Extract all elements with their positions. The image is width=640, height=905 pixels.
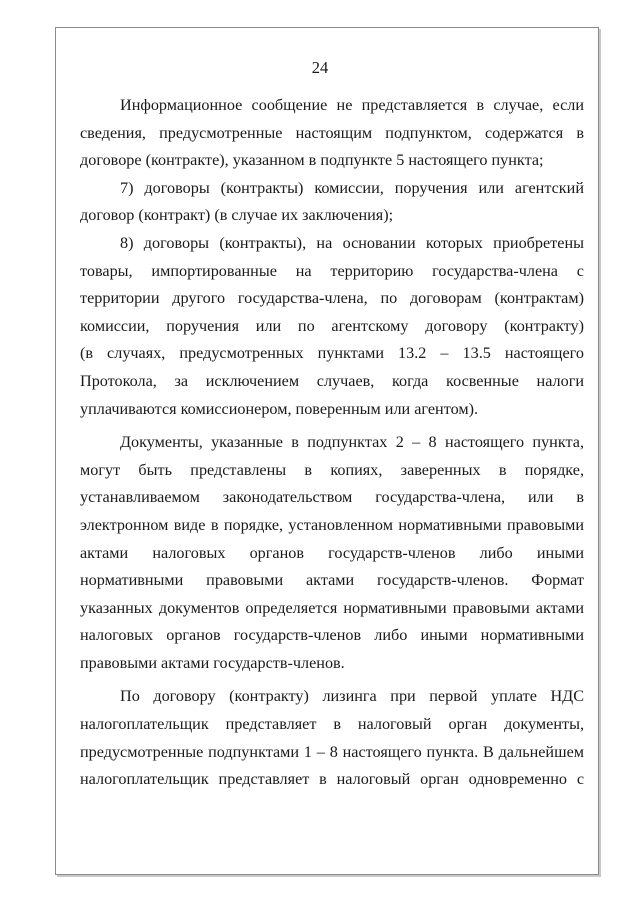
text-line: товары, импортированные на территорию государства-члена с — [80, 261, 584, 280]
text-line: 7) договоры (контракты) комиссии, поручения или агентский — [120, 178, 584, 197]
paragraph-leasing — [80, 683, 584, 793]
paragraph-item-8 — [80, 230, 584, 423]
paragraph-item-7 — [80, 175, 584, 230]
text-line: налогоплательщик представляет в налоговый орган одновременно с — [80, 770, 584, 789]
text-line: Протокола, за исключением случаев, когда косвенные налоги — [80, 371, 584, 390]
text-line: указанных документов определяется нормативными правовыми актами — [80, 598, 584, 617]
text-line: договор (контракт) (в случае их заключения); — [80, 206, 394, 225]
text-line: территории другого государства-члена, по договорам (контрактам) — [80, 289, 584, 308]
text-line: 8) договоры (контракты), на основании которых приобретены — [120, 233, 584, 252]
text-line: актами налоговых органов государств-членов либо иными — [80, 543, 584, 562]
text-line: электронном виде в порядке, установленном нормативными правовыми — [80, 515, 584, 534]
text-line: (в случаях, предусмотренных пунктами 13.2 – 13.5 настоящего — [80, 344, 584, 363]
text-line: Информационное сообщение не представляется в случае, если — [120, 96, 584, 114]
document-body — [80, 92, 584, 794]
text-line: комиссии, поручения или по агентскому договору (контракту) — [80, 316, 584, 335]
text-line: По договору (контракту) лизинга при первой уплате НДС — [120, 687, 584, 706]
paragraph-info-message — [80, 92, 584, 175]
text-line: налоговых органов государств-членов либо иными нормативными — [80, 626, 584, 645]
text-line: договоре (контракте), указанном в подпункте 5 настоящего пункта; — [80, 151, 544, 170]
text-line: сведения, предусмотренные настоящим подпунктом, содержатся в — [80, 123, 584, 142]
text-line: правовыми актами государств-членов. — [80, 653, 345, 672]
text-line: уплачиваются комиссионером, поверенным или агентом). — [80, 399, 479, 418]
text-line: Документы, указанные в подпунктах 2 – 8 настоящего пункта, — [120, 433, 584, 452]
text-line: предусмотренные подпунктами 1 – 8 настоящего пункта. В дальнейшем — [80, 742, 584, 761]
paragraph-documents — [80, 429, 584, 677]
text-line: нормативными правовыми актами государств-членов. Формат — [80, 571, 584, 590]
text-line: устанавливаемом законодательством государства-члена, или в — [80, 488, 584, 507]
text-line: налогоплательщик представляет в налоговый орган документы, — [80, 715, 584, 734]
page-number: 24 — [311, 58, 329, 77]
text-line: могут быть представлены в копиях, заверенных в порядке, — [80, 460, 584, 479]
